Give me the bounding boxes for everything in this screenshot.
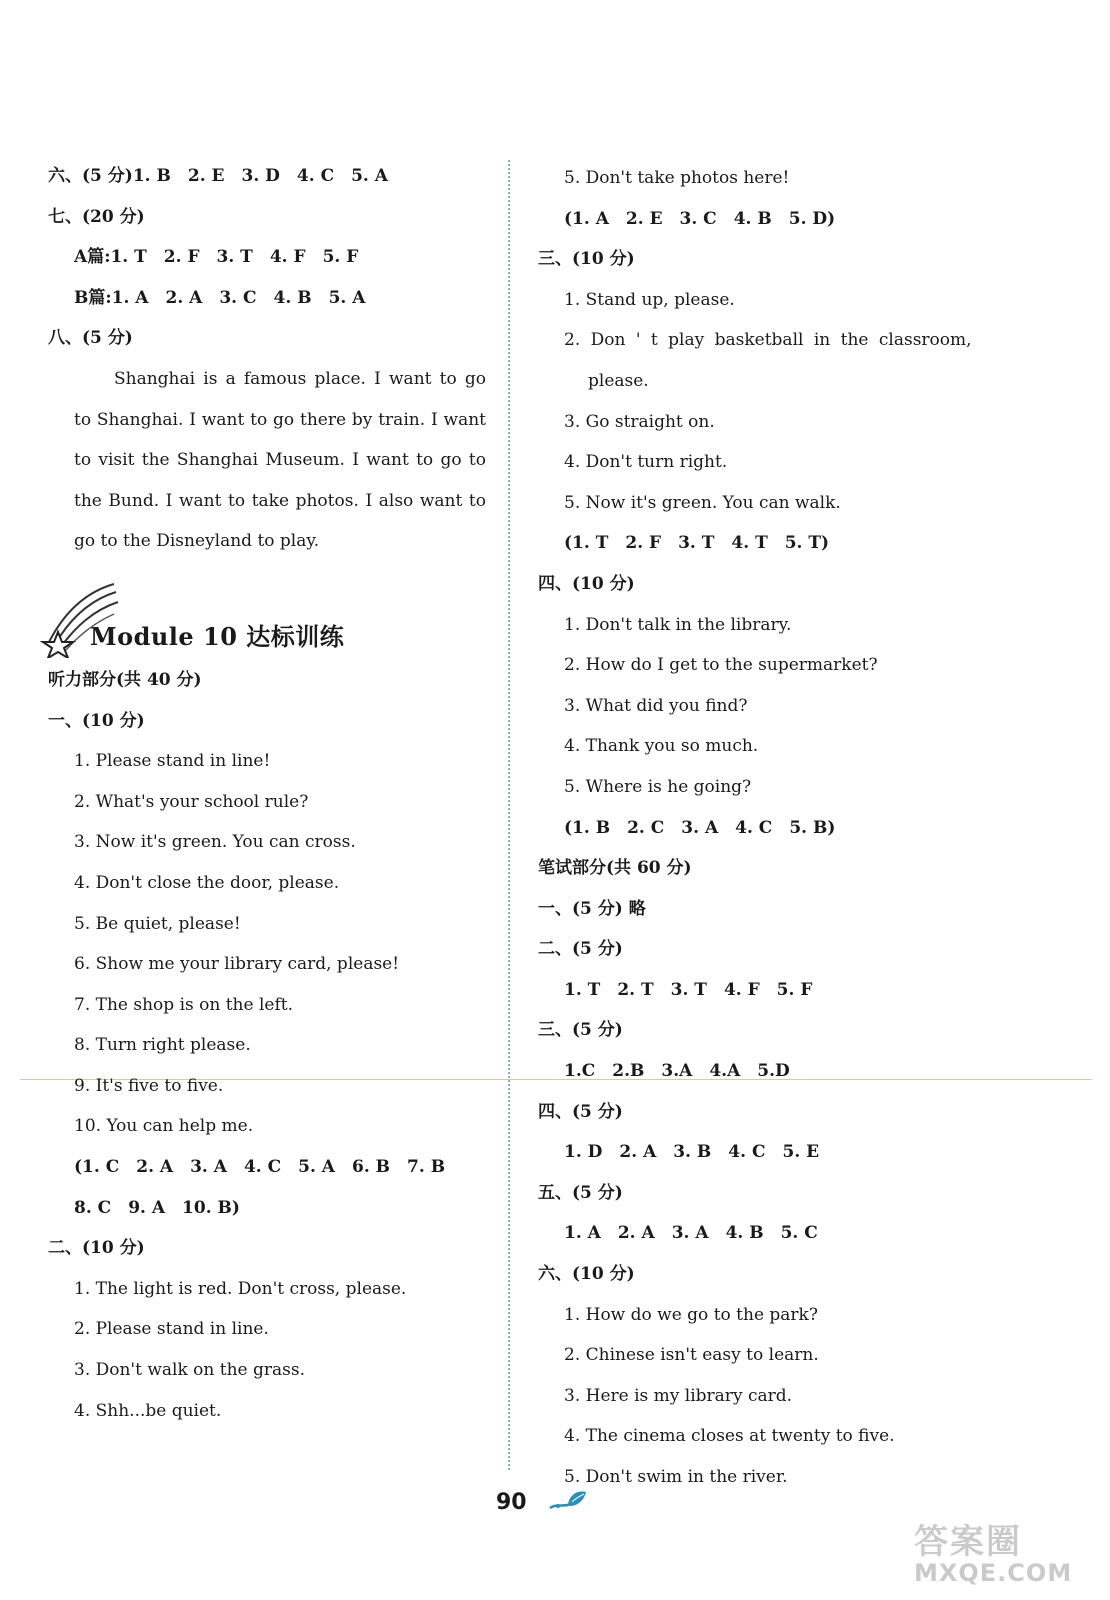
- written-part-heading: 笔试部分(共 60 分): [538, 858, 692, 879]
- listening-answers: 8. C 9. A 10. B): [74, 1197, 240, 1218]
- listening-line: 3. Now it's green. You can cross.: [74, 832, 356, 853]
- answer-line: 2. Chinese isn't easy to learn.: [564, 1345, 819, 1366]
- answer-line: 5. Don't take photos here!: [564, 168, 790, 188]
- section-heading: 四、(10 分): [538, 573, 635, 594]
- section-seven-a-answers: A篇:1. T 2. F 3. T 4. F 5. F: [74, 247, 359, 268]
- answer-key-line: 1. A 2. A 3. A 4. B 5. C: [564, 1223, 818, 1244]
- answer-line: 4. Don't turn right.: [564, 452, 728, 473]
- listening-line: 4. Don't close the door, please.: [74, 872, 340, 893]
- listening-line: 7. The shop is on the left.: [74, 994, 293, 1015]
- left-column: [48, 156, 488, 1431]
- answer-line: 1. Don't talk in the library.: [564, 614, 792, 635]
- watermark-en: MXQE.COM: [914, 1559, 1073, 1587]
- answer-key-line: 1. D 2. A 3. B 4. C 5. E: [564, 1142, 820, 1163]
- answer-line: 3. Here is my library card.: [564, 1385, 793, 1406]
- listening-section-two-heading: 二、(10 分): [48, 1238, 145, 1259]
- watermark-cn: 答案圈: [914, 1522, 1022, 1562]
- shooting-star-icon: [40, 582, 120, 658]
- section-seven-b-answers: B篇:1. A 2. A 3. C 4. B 5. A: [74, 287, 366, 308]
- listening-line: 10. You can help me.: [74, 1116, 254, 1137]
- module-heading: [48, 588, 488, 660]
- answer-line-continued: please.: [588, 370, 649, 391]
- module-title: Module 10 达标训练: [90, 621, 345, 651]
- listening-line: 2. Please stand in line.: [74, 1319, 269, 1340]
- listening-line: 3. Don't walk on the grass.: [74, 1360, 306, 1381]
- answer-line: 1. Stand up, please.: [564, 289, 735, 310]
- answer-key-line: (1. T 2. F 3. T 4. T 5. T): [564, 533, 830, 554]
- listening-line: 1. Please stand in line!: [74, 751, 271, 772]
- answer-line: 3. Go straight on.: [564, 411, 715, 432]
- answer-line: 1. How do we go to the park?: [564, 1304, 818, 1325]
- watermark: [914, 1514, 1094, 1594]
- listening-line: 8. Turn right please.: [74, 1035, 251, 1056]
- section-heading: 一、(5 分) 略: [538, 898, 646, 919]
- answer-key-line: (1. A 2. E 3. C 4. B 5. D): [564, 208, 836, 229]
- answer-key-line: (1. B 2. C 3. A 4. C 5. B): [564, 817, 836, 838]
- section-seven-heading: 七、(20 分): [48, 206, 145, 227]
- answer-line: 5. Don't swim in the river.: [564, 1467, 788, 1487]
- answer-line: 5. Now it's green. You can walk.: [564, 492, 841, 513]
- listening-part-heading: 听力部分(共 40 分): [48, 669, 202, 690]
- page-number: 90: [496, 1490, 527, 1515]
- leaf-flourish-icon: [548, 1488, 590, 1516]
- answer-line: 2. How do I get to the supermarket?: [564, 655, 878, 676]
- section-heading: 五、(5 分): [538, 1182, 623, 1203]
- listening-line: 4. Shh...be quiet.: [74, 1400, 222, 1421]
- section-heading: 四、(5 分): [538, 1101, 623, 1122]
- section-six-answers: 六、(5 分)1. B 2. E 3. D 4. C 5. A: [48, 166, 388, 186]
- listening-answers: (1. C 2. A 3. A 4. C 5. A 6. B 7. B: [74, 1157, 446, 1178]
- column-divider: [508, 160, 510, 1470]
- answer-line: 3. What did you find?: [564, 695, 748, 716]
- listening-line: 6. Show me your library card, please!: [74, 954, 400, 975]
- listening-line: 2. What's your school rule?: [74, 791, 309, 812]
- section-heading: 三、(10 分): [538, 249, 635, 270]
- answer-key-line: 1.C 2.B 3.A 4.A 5.D: [564, 1061, 790, 1082]
- listening-section-one-heading: 一、(10 分): [48, 710, 145, 731]
- answer-key-line: 1. T 2. T 3. T 4. F 5. F: [564, 979, 813, 1000]
- listening-line: 5. Be quiet, please!: [74, 913, 241, 934]
- answer-line: 4. Thank you so much.: [564, 736, 759, 757]
- answer-line: 2. Don ' t play basketball in the classroom,: [564, 330, 972, 351]
- essay-paragraph: Shanghai is a famous place. I want to go to Shanghai. I want to go there by train. I want to visit the Shanghai Museum. I want to go to the Bund. I want to take photos. I also want to go to the Disneyland to play.: [74, 368, 486, 552]
- listening-line: 1. The light is red. Don't cross, please.: [74, 1278, 407, 1299]
- section-heading: 三、(5 分): [538, 1020, 623, 1041]
- listening-line: 9. It's five to five.: [74, 1075, 224, 1096]
- answer-line: 5. Where is he going?: [564, 776, 752, 797]
- right-column: [538, 158, 993, 1498]
- section-heading: 二、(5 分): [538, 939, 623, 960]
- section-eight-heading: 八、(5 分): [48, 328, 133, 349]
- answer-line: 4. The cinema closes at twenty to five.: [564, 1426, 895, 1447]
- section-heading: 六、(10 分): [538, 1264, 635, 1285]
